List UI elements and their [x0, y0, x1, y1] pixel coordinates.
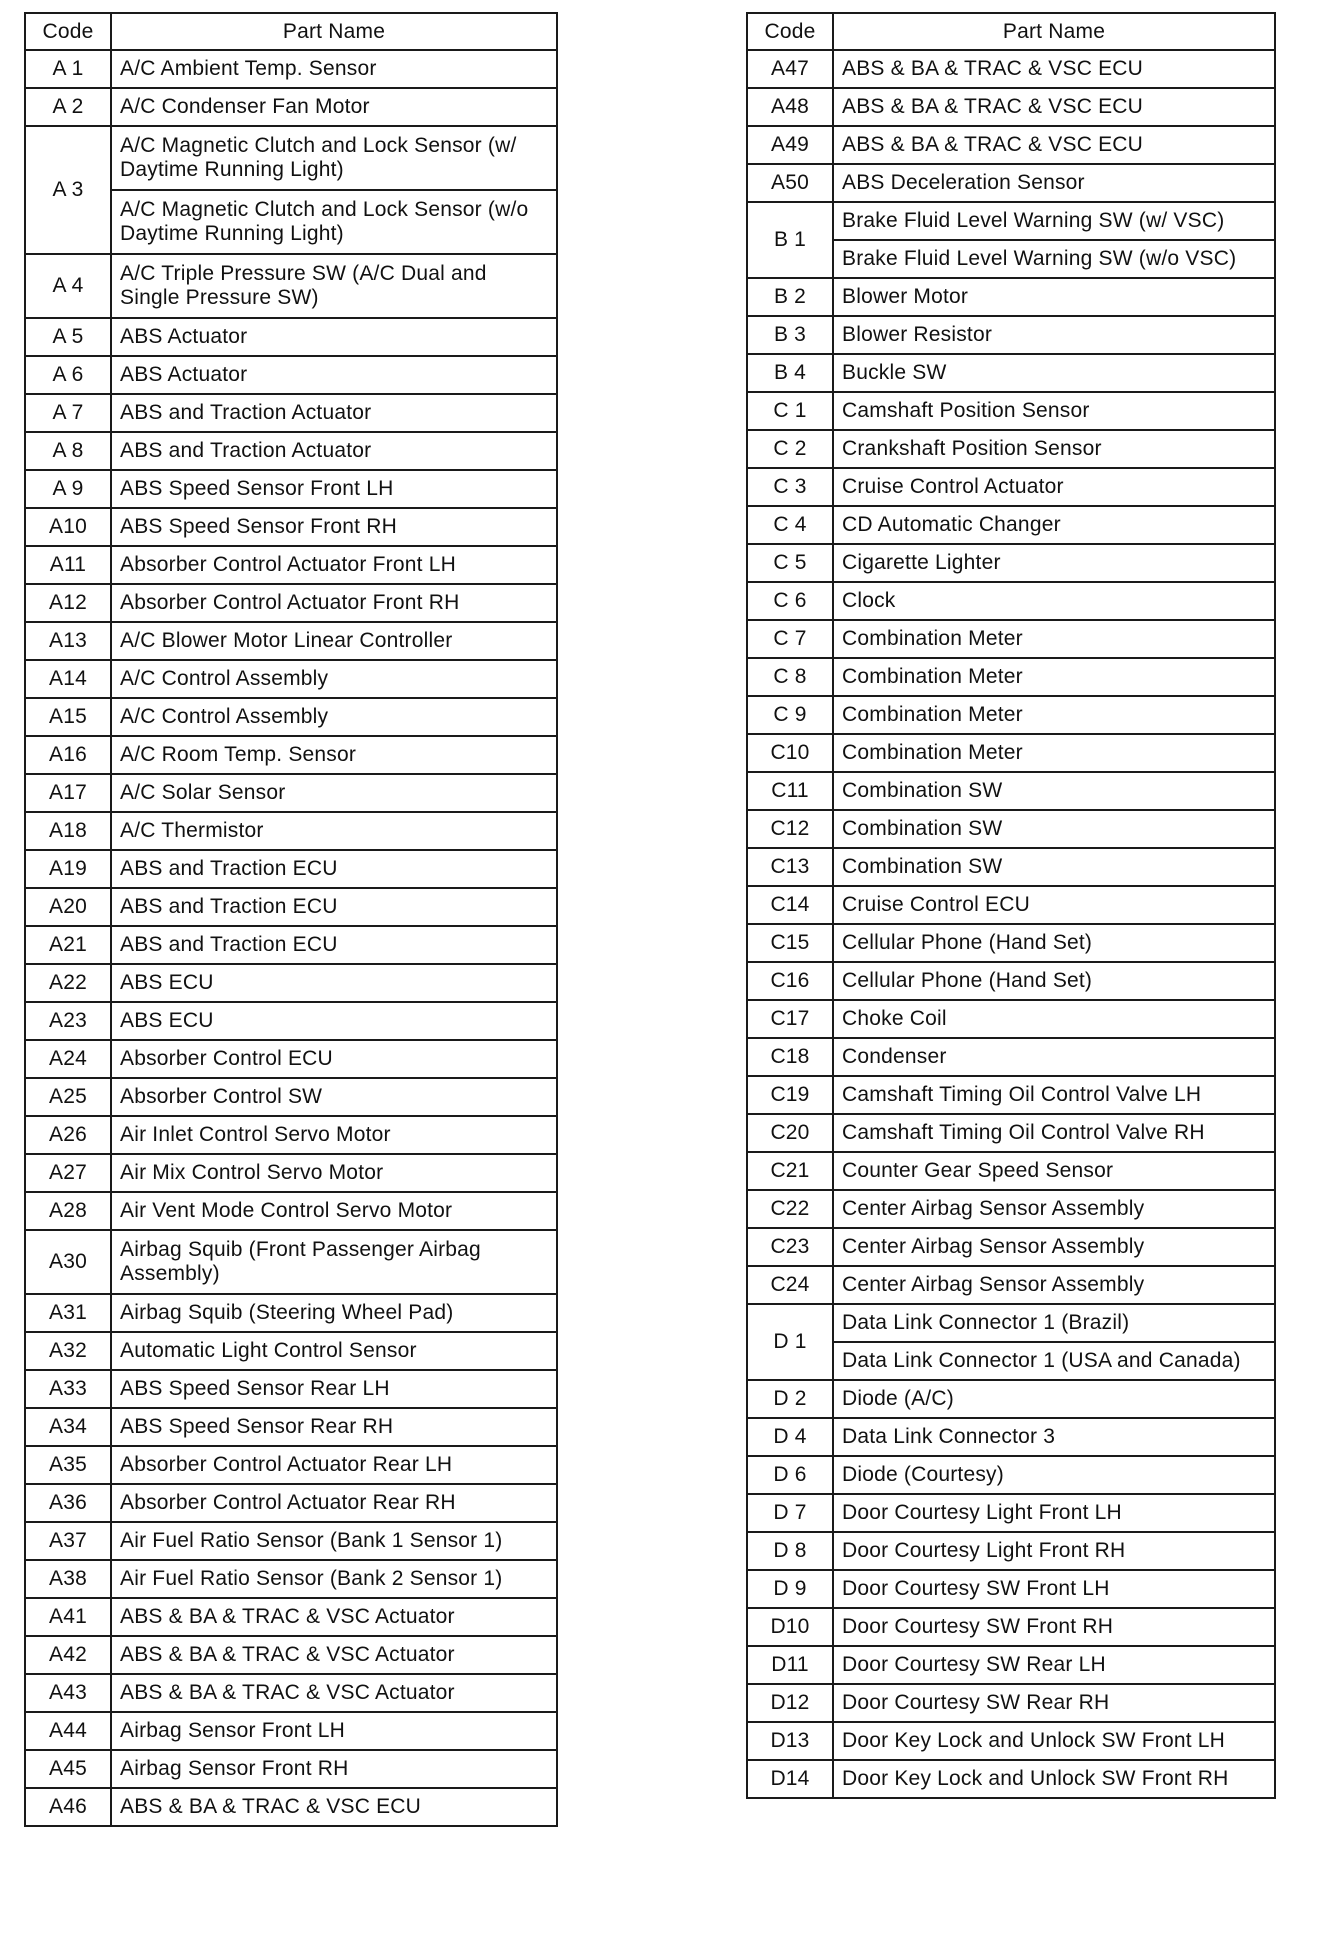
table-row: [25, 774, 557, 812]
table-row: [747, 1418, 1275, 1456]
table-row: [747, 1152, 1275, 1190]
table-row: [747, 1000, 1275, 1038]
part-code: C10: [747, 734, 833, 772]
part-code: A48: [747, 88, 833, 126]
part-name: Combination SW: [833, 810, 1275, 848]
table-row: [25, 1408, 557, 1446]
part-code: D 1: [747, 1304, 833, 1380]
table-row: [25, 470, 557, 508]
table-row: [25, 812, 557, 850]
table-row: [25, 1002, 557, 1040]
table-row: [747, 734, 1275, 772]
part-name: Diode (Courtesy): [833, 1456, 1275, 1494]
part-name: Door Courtesy Light Front RH: [833, 1532, 1275, 1570]
table-row: [747, 544, 1275, 582]
part-name: Center Airbag Sensor Assembly: [833, 1266, 1275, 1304]
part-code: C 6: [747, 582, 833, 620]
table-row: [25, 1192, 557, 1230]
part-name: Combination SW: [833, 772, 1275, 810]
part-code: C 1: [747, 392, 833, 430]
part-code: A 5: [25, 318, 111, 356]
part-code: C24: [747, 1266, 833, 1304]
part-name: ABS and Traction Actuator: [111, 394, 557, 432]
part-name: A/C Condenser Fan Motor: [111, 88, 557, 126]
table-row: [747, 1456, 1275, 1494]
header-part-name: Part Name: [833, 13, 1275, 50]
part-name: A/C Magnetic Clutch and Lock Sensor (w/ Daytime Running Light): [111, 126, 557, 190]
part-name: Condenser: [833, 1038, 1275, 1076]
part-name: ABS ECU: [111, 1002, 557, 1040]
table-row: [747, 1380, 1275, 1418]
part-code: A10: [25, 508, 111, 546]
table-row: [25, 508, 557, 546]
table-row: [747, 924, 1275, 962]
table-row: [25, 964, 557, 1002]
part-code: C 7: [747, 620, 833, 658]
parts-table-left: [24, 12, 558, 1827]
part-name: Cruise Control ECU: [833, 886, 1275, 924]
part-name: Combination SW: [833, 848, 1275, 886]
part-code: A38: [25, 1560, 111, 1598]
part-name: Absorber Control Actuator Front RH: [111, 584, 557, 622]
part-code: D11: [747, 1646, 833, 1684]
part-code: B 2: [747, 278, 833, 316]
part-name: ABS & BA & TRAC & VSC Actuator: [111, 1636, 557, 1674]
part-code: C13: [747, 848, 833, 886]
part-code: D10: [747, 1608, 833, 1646]
part-code: A15: [25, 698, 111, 736]
part-name: ABS Deceleration Sensor: [833, 164, 1275, 202]
table-row: [25, 1598, 557, 1636]
parts-table-right: [746, 12, 1276, 1799]
table-row: [747, 1114, 1275, 1152]
part-code: A50: [747, 164, 833, 202]
part-name: Choke Coil: [833, 1000, 1275, 1038]
part-name: Airbag Squib (Steering Wheel Pad): [111, 1294, 557, 1332]
part-code: A41: [25, 1598, 111, 1636]
table-row: [747, 962, 1275, 1000]
part-code: D 6: [747, 1456, 833, 1494]
table-row: [25, 1332, 557, 1370]
part-code: A22: [25, 964, 111, 1002]
table-row: [25, 432, 557, 470]
part-name: ABS & BA & TRAC & VSC ECU: [833, 126, 1275, 164]
table-row: [747, 1190, 1275, 1228]
part-code: D 4: [747, 1418, 833, 1456]
part-name: Center Airbag Sensor Assembly: [833, 1190, 1275, 1228]
table-row: [747, 620, 1275, 658]
part-name: Airbag Sensor Front LH: [111, 1712, 557, 1750]
table-row: [25, 622, 557, 660]
table-row: [25, 126, 557, 190]
part-name: Door Courtesy SW Front RH: [833, 1608, 1275, 1646]
part-code: C 9: [747, 696, 833, 734]
table-row: [25, 888, 557, 926]
part-name: Door Courtesy Light Front LH: [833, 1494, 1275, 1532]
part-code: C19: [747, 1076, 833, 1114]
part-name: Air Vent Mode Control Servo Motor: [111, 1192, 557, 1230]
part-code: C 2: [747, 430, 833, 468]
part-code: A35: [25, 1446, 111, 1484]
part-name: Air Mix Control Servo Motor: [111, 1154, 557, 1192]
part-code: A16: [25, 736, 111, 774]
table-row: [747, 1684, 1275, 1722]
table-row: [25, 1522, 557, 1560]
part-code: C 5: [747, 544, 833, 582]
part-code: A12: [25, 584, 111, 622]
part-name: ABS Speed Sensor Rear LH: [111, 1370, 557, 1408]
part-name: Data Link Connector 1 (USA and Canada): [833, 1342, 1275, 1380]
part-code: C20: [747, 1114, 833, 1152]
part-code: A28: [25, 1192, 111, 1230]
part-name: ABS Speed Sensor Front RH: [111, 508, 557, 546]
table-row: [25, 318, 557, 356]
table-row: [25, 1712, 557, 1750]
table-row: [747, 202, 1275, 240]
part-code: A11: [25, 546, 111, 584]
part-name: Combination Meter: [833, 658, 1275, 696]
part-code: C 4: [747, 506, 833, 544]
table-row: [747, 50, 1275, 88]
table-row: [747, 506, 1275, 544]
part-code: C16: [747, 962, 833, 1000]
table-row: [25, 50, 557, 88]
table-row: [25, 850, 557, 888]
part-name: Absorber Control ECU: [111, 1040, 557, 1078]
part-code: A36: [25, 1484, 111, 1522]
part-name: Diode (A/C): [833, 1380, 1275, 1418]
part-name: ABS and Traction ECU: [111, 850, 557, 888]
part-name: Blower Resistor: [833, 316, 1275, 354]
table-row: [25, 254, 557, 318]
table-row: [747, 1570, 1275, 1608]
part-code: A 8: [25, 432, 111, 470]
table-row: [747, 1608, 1275, 1646]
table-row: [747, 582, 1275, 620]
part-name: Air Fuel Ratio Sensor (Bank 1 Sensor 1): [111, 1522, 557, 1560]
part-name: A/C Blower Motor Linear Controller: [111, 622, 557, 660]
part-name: Brake Fluid Level Warning SW (w/o VSC): [833, 240, 1275, 278]
part-code: A20: [25, 888, 111, 926]
part-name: Cellular Phone (Hand Set): [833, 962, 1275, 1000]
part-code: C12: [747, 810, 833, 848]
part-code: A31: [25, 1294, 111, 1332]
part-name: Data Link Connector 1 (Brazil): [833, 1304, 1275, 1342]
table-row: [25, 660, 557, 698]
part-code: D14: [747, 1760, 833, 1798]
part-code: A17: [25, 774, 111, 812]
part-name: A/C Magnetic Clutch and Lock Sensor (w/o Daytime Running Light): [111, 190, 557, 254]
part-name: ABS Actuator: [111, 356, 557, 394]
part-name: Cruise Control Actuator: [833, 468, 1275, 506]
table-row: [25, 88, 557, 126]
table-row: [747, 278, 1275, 316]
part-name: Clock: [833, 582, 1275, 620]
part-name: A/C Thermistor: [111, 812, 557, 850]
part-code: C22: [747, 1190, 833, 1228]
part-name: A/C Ambient Temp. Sensor: [111, 50, 557, 88]
table-row: [25, 1040, 557, 1078]
table-row: [747, 886, 1275, 924]
part-name: Absorber Control Actuator Rear RH: [111, 1484, 557, 1522]
table-row: [25, 926, 557, 964]
part-code: A43: [25, 1674, 111, 1712]
table-row: [25, 1750, 557, 1788]
part-code: A 6: [25, 356, 111, 394]
part-code: D13: [747, 1722, 833, 1760]
part-code: A19: [25, 850, 111, 888]
table-row: [747, 1722, 1275, 1760]
part-name: Brake Fluid Level Warning SW (w/ VSC): [833, 202, 1275, 240]
part-code: A45: [25, 1750, 111, 1788]
part-code: C14: [747, 886, 833, 924]
part-code: A 9: [25, 470, 111, 508]
table-row: [25, 1116, 557, 1154]
part-name: Door Key Lock and Unlock SW Front RH: [833, 1760, 1275, 1798]
part-name: Absorber Control SW: [111, 1078, 557, 1116]
part-code: A34: [25, 1408, 111, 1446]
table-row: [747, 1760, 1275, 1798]
part-name: ABS Speed Sensor Front LH: [111, 470, 557, 508]
table-row: [747, 848, 1275, 886]
table-row: [25, 1788, 557, 1826]
part-name: ABS and Traction ECU: [111, 888, 557, 926]
part-name: A/C Control Assembly: [111, 660, 557, 698]
part-name: Door Key Lock and Unlock SW Front LH: [833, 1722, 1275, 1760]
table-row: [747, 430, 1275, 468]
table-row: [25, 394, 557, 432]
part-name: Absorber Control Actuator Front LH: [111, 546, 557, 584]
table-row: [747, 164, 1275, 202]
table-row: [25, 1294, 557, 1332]
part-code: A 4: [25, 254, 111, 318]
part-code: A33: [25, 1370, 111, 1408]
part-code: D 2: [747, 1380, 833, 1418]
part-code: A30: [25, 1230, 111, 1294]
table-row: [747, 772, 1275, 810]
part-name: Camshaft Timing Oil Control Valve LH: [833, 1076, 1275, 1114]
part-code: C 3: [747, 468, 833, 506]
part-name: Airbag Squib (Front Passenger Airbag Assembly): [111, 1230, 557, 1294]
part-code: A26: [25, 1116, 111, 1154]
part-name: Door Courtesy SW Front LH: [833, 1570, 1275, 1608]
part-name: Automatic Light Control Sensor: [111, 1332, 557, 1370]
part-code: C15: [747, 924, 833, 962]
table-row: [747, 1038, 1275, 1076]
part-name: Door Courtesy SW Rear RH: [833, 1684, 1275, 1722]
part-name: ABS Actuator: [111, 318, 557, 356]
part-code: A21: [25, 926, 111, 964]
part-name: Center Airbag Sensor Assembly: [833, 1228, 1275, 1266]
table-body-right: [747, 50, 1275, 1798]
table-row: [747, 1228, 1275, 1266]
table-row: [25, 356, 557, 394]
part-code: A13: [25, 622, 111, 660]
part-name: ABS & BA & TRAC & VSC Actuator: [111, 1598, 557, 1636]
part-name: ABS Speed Sensor Rear RH: [111, 1408, 557, 1446]
part-code: A 7: [25, 394, 111, 432]
table-row: [25, 584, 557, 622]
part-name: Combination Meter: [833, 696, 1275, 734]
part-name: Camshaft Timing Oil Control Valve RH: [833, 1114, 1275, 1152]
part-name: ABS and Traction ECU: [111, 926, 557, 964]
table-row: [747, 1076, 1275, 1114]
part-code: D 9: [747, 1570, 833, 1608]
part-name: Crankshaft Position Sensor: [833, 430, 1275, 468]
part-name: Combination Meter: [833, 734, 1275, 772]
part-code: D12: [747, 1684, 833, 1722]
table-row: [747, 392, 1275, 430]
part-name: Combination Meter: [833, 620, 1275, 658]
part-name: CD Automatic Changer: [833, 506, 1275, 544]
table-row: [747, 658, 1275, 696]
part-name: Counter Gear Speed Sensor: [833, 1152, 1275, 1190]
part-name: Door Courtesy SW Rear LH: [833, 1646, 1275, 1684]
part-code: C21: [747, 1152, 833, 1190]
part-name: ABS & BA & TRAC & VSC ECU: [833, 88, 1275, 126]
part-name: Airbag Sensor Front RH: [111, 1750, 557, 1788]
part-code: B 3: [747, 316, 833, 354]
part-code: C18: [747, 1038, 833, 1076]
part-code: B 4: [747, 354, 833, 392]
table-row: [25, 1154, 557, 1192]
part-name: ABS & BA & TRAC & VSC ECU: [111, 1788, 557, 1826]
part-name: Buckle SW: [833, 354, 1275, 392]
part-name: Air Fuel Ratio Sensor (Bank 2 Sensor 1): [111, 1560, 557, 1598]
part-code: A37: [25, 1522, 111, 1560]
part-name: Camshaft Position Sensor: [833, 392, 1275, 430]
part-name: Cigarette Lighter: [833, 544, 1275, 582]
table-row: [25, 1370, 557, 1408]
table-row: [747, 316, 1275, 354]
table-row: [747, 126, 1275, 164]
table-row: [25, 1230, 557, 1294]
part-code: A 2: [25, 88, 111, 126]
table-row: [747, 1304, 1275, 1342]
part-code: C11: [747, 772, 833, 810]
part-code: A18: [25, 812, 111, 850]
table-header-row: [747, 13, 1275, 50]
part-name: Cellular Phone (Hand Set): [833, 924, 1275, 962]
part-code: A44: [25, 1712, 111, 1750]
part-code: C 8: [747, 658, 833, 696]
part-code: A32: [25, 1332, 111, 1370]
part-code: C23: [747, 1228, 833, 1266]
table-row: [25, 1078, 557, 1116]
table-row: [747, 1646, 1275, 1684]
table-row: [747, 1532, 1275, 1570]
part-code: B 1: [747, 202, 833, 278]
table-row: [747, 696, 1275, 734]
table-row: [747, 810, 1275, 848]
part-name: ABS & BA & TRAC & VSC Actuator: [111, 1674, 557, 1712]
table-row: [747, 468, 1275, 506]
part-code: D 8: [747, 1532, 833, 1570]
table-row: [25, 546, 557, 584]
part-code: A14: [25, 660, 111, 698]
part-name: Absorber Control Actuator Rear LH: [111, 1446, 557, 1484]
part-name: ABS ECU: [111, 964, 557, 1002]
part-code: A 1: [25, 50, 111, 88]
part-code: A46: [25, 1788, 111, 1826]
table-row: [25, 1446, 557, 1484]
part-name: A/C Triple Pressure SW (A/C Dual and Single Pressure SW): [111, 254, 557, 318]
part-name: ABS and Traction Actuator: [111, 432, 557, 470]
part-code: C17: [747, 1000, 833, 1038]
part-code: A 3: [25, 126, 111, 254]
table-row: [25, 1560, 557, 1598]
header-code: Code: [747, 13, 833, 50]
table-row: [747, 88, 1275, 126]
table-row: [25, 1484, 557, 1522]
table-header-row: [25, 13, 557, 50]
part-name: A/C Control Assembly: [111, 698, 557, 736]
part-name: Air Inlet Control Servo Motor: [111, 1116, 557, 1154]
part-code: A47: [747, 50, 833, 88]
table-row: [747, 1494, 1275, 1532]
part-code: A23: [25, 1002, 111, 1040]
part-name: Blower Motor: [833, 278, 1275, 316]
part-code: A25: [25, 1078, 111, 1116]
part-code: D 7: [747, 1494, 833, 1532]
part-name: ABS & BA & TRAC & VSC ECU: [833, 50, 1275, 88]
part-name: A/C Solar Sensor: [111, 774, 557, 812]
table-row: [25, 1674, 557, 1712]
table-row: [747, 354, 1275, 392]
table-row: [25, 736, 557, 774]
table-row: [747, 1266, 1275, 1304]
part-code: A42: [25, 1636, 111, 1674]
table-row: [25, 698, 557, 736]
header-code: Code: [25, 13, 111, 50]
part-name: A/C Room Temp. Sensor: [111, 736, 557, 774]
part-code: A27: [25, 1154, 111, 1192]
table-row: [25, 1636, 557, 1674]
part-name: Data Link Connector 3: [833, 1418, 1275, 1456]
table-body-left: [25, 50, 557, 1826]
header-part-name: Part Name: [111, 13, 557, 50]
part-code: A24: [25, 1040, 111, 1078]
part-code: A49: [747, 126, 833, 164]
